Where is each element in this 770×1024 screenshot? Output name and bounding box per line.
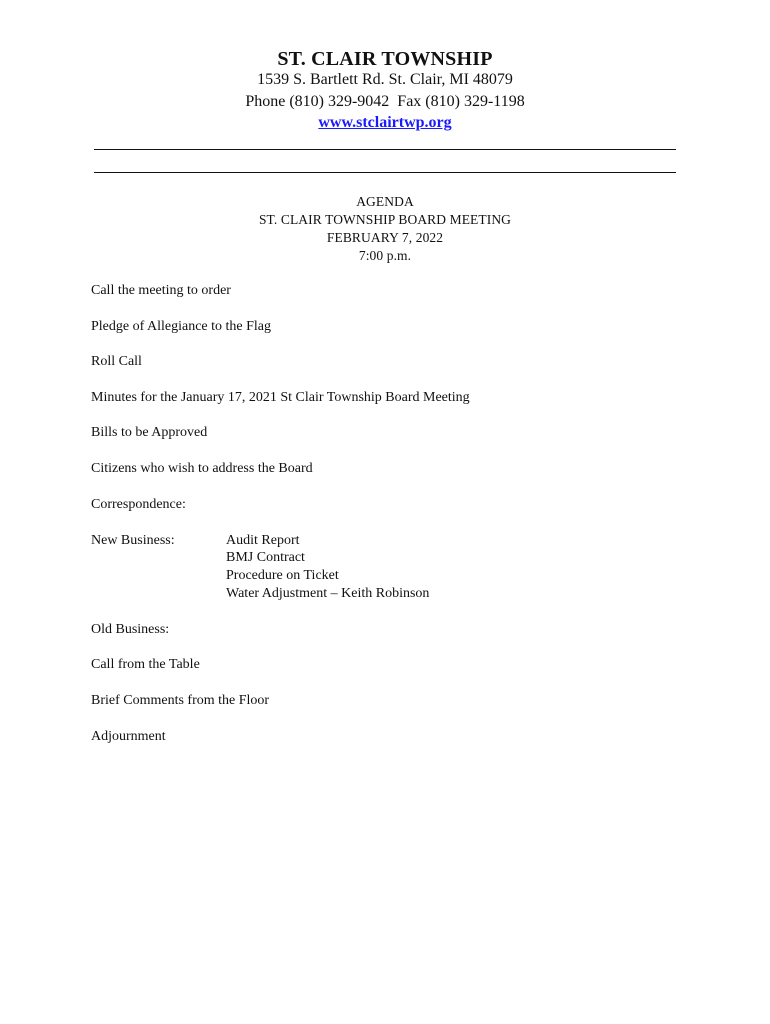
agenda-item-citizens: Citizens who wish to address the Board <box>91 461 313 476</box>
agenda-item-pledge: Pledge of Allegiance to the Flag <box>91 319 272 334</box>
agenda-item-brief-comments: Brief Comments from the Floor <box>91 693 270 708</box>
website-link[interactable]: www.stclairtwp.org <box>318 114 452 131</box>
township-name: ST. CLAIR TOWNSHIP <box>277 48 493 70</box>
meeting-name: ST. CLAIR TOWNSHIP BOARD MEETING <box>258 212 512 227</box>
meeting-date: FEBRUARY 7, 2022 <box>326 230 444 245</box>
agenda-item-call-to-order: Call the meeting to order <box>91 283 231 298</box>
agenda-item-call-from-table: Call from the Table <box>91 657 200 672</box>
agenda-item-correspondence: Correspondence: <box>91 497 186 512</box>
agenda-item-adjournment: Adjournment <box>91 729 166 744</box>
new-business-item: Audit Report <box>226 533 300 548</box>
new-business-item: BMJ Contract <box>226 550 305 565</box>
phone-fax-line: Phone (810) 329-9042 Fax (810) 329-1198 <box>245 93 525 110</box>
meeting-time: 7:00 p.m. <box>358 248 412 263</box>
agenda-item-minutes: Minutes for the January 17, 2021 St Clair Township Board Meeting <box>91 390 470 405</box>
agenda-title: AGENDA <box>356 194 414 209</box>
agenda-item-old-business: Old Business: <box>91 622 170 637</box>
header-divider-bottom <box>94 172 676 173</box>
header-divider-top <box>94 149 676 150</box>
agenda-item-new-business: New Business: <box>91 533 175 548</box>
new-business-item: Procedure on Ticket <box>226 568 339 583</box>
agenda-item-roll-call: Roll Call <box>91 354 142 369</box>
agenda-item-bills: Bills to be Approved <box>91 425 208 440</box>
township-address: 1539 S. Bartlett Rd. St. Clair, MI 48079 <box>257 71 513 88</box>
new-business-item: Water Adjustment – Keith Robinson <box>226 586 430 601</box>
